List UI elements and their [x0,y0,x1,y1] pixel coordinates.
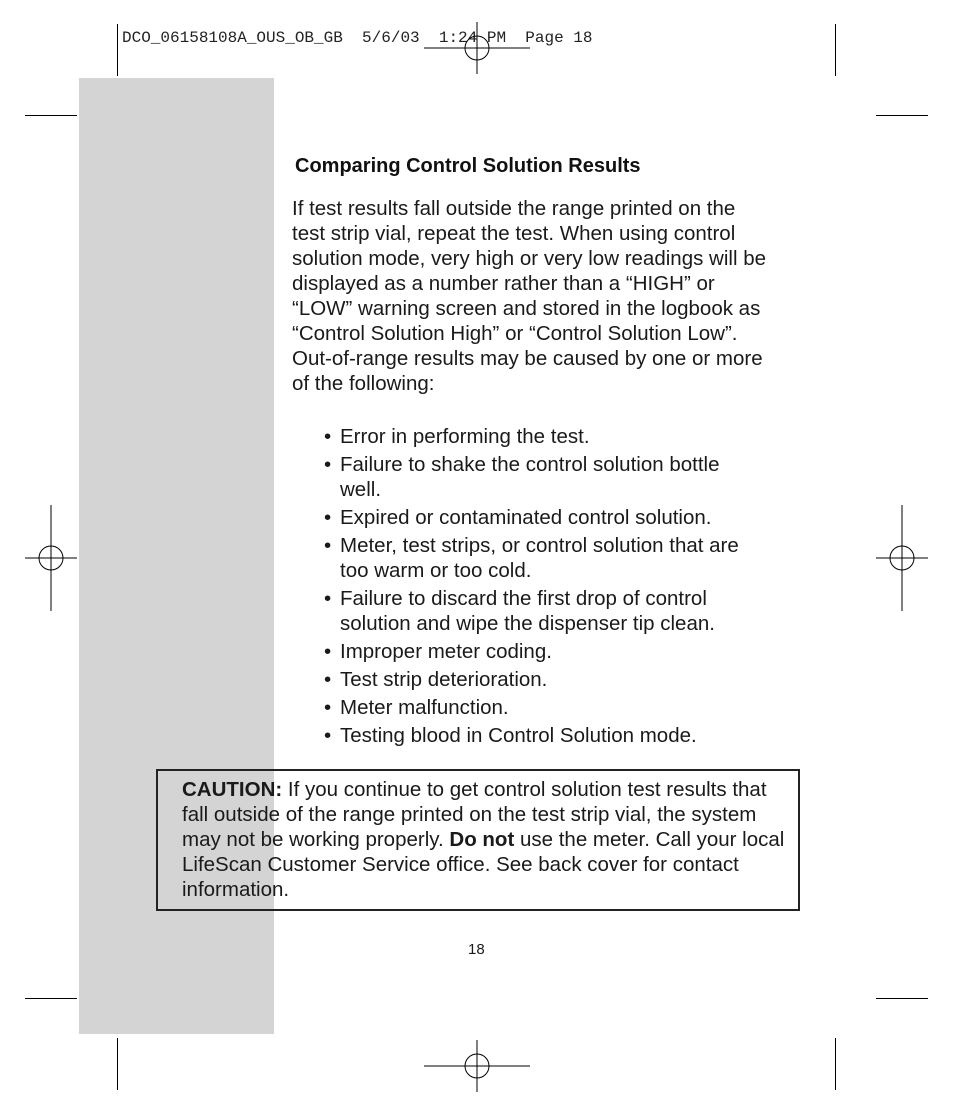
print-slug-line: DCO_06158108A_OUS_OB_GB 5/6/03 1:24 PM Page 18 [122,29,593,47]
registration-mark-right-icon [876,505,928,611]
list-item: • Testing blood in Control Solution mode. [324,723,764,748]
caution-box [156,769,800,911]
list-item: • Failure to shake the control solution bottle well. [324,452,764,502]
crop-mark-top-right-vertical [835,24,836,76]
crop-mark-bottom-left-vertical [117,1038,118,1090]
crop-mark-top-left-vertical [117,24,118,76]
crop-mark-bottom-left-horizontal [25,998,77,999]
caution-text-2: use the meter. Call your local LifeScan Customer Service office. See back cover for contact information. [182,828,785,901]
registration-mark-left-icon [25,505,77,611]
caution-do-not: Do not [449,828,515,851]
crop-mark-bottom-right-horizontal [876,998,928,999]
causes-list [324,424,764,751]
page-number: 18 [468,941,485,958]
list-item: • Failure to discard the first drop of control solution and wipe the dispenser tip clean. [324,586,764,636]
caution-text-1: If you continue to get control solution test results that fall outside of the range printed on the test strip vial, the system may not be working properly. [182,778,767,851]
crop-mark-bottom-right-vertical [835,1038,836,1090]
list-item: • Error in performing the test. [324,424,764,449]
registration-mark-top-icon [424,22,530,74]
caution-label: CAUTION: [182,778,283,801]
list-item: • Meter malfunction. [324,695,764,720]
crop-mark-top-right-horizontal [876,115,928,116]
list-item: • Meter, test strips, or control solution that are too warm or too cold. [324,533,764,583]
list-item: • Improper meter coding. [324,639,764,664]
registration-mark-bottom-icon [424,1040,530,1092]
list-item: • Expired or contaminated control solution. [324,505,764,530]
list-item: • Test strip deterioration. [324,667,764,692]
intro-paragraph: If test results fall outside the range printed on the test strip vial, repeat the test. When using control solution mode, very high or very low readings will be displayed as a number rather than a “HIGH” or “LOW” warning screen and stored in the logbook as “Control Solution High” or “Control Solution Low”. Out-of-range results may be caused by one or more of the following: [292,197,767,395]
section-heading: Comparing Control Solution Results [295,155,641,177]
crop-mark-top-left-horizontal [25,115,77,116]
